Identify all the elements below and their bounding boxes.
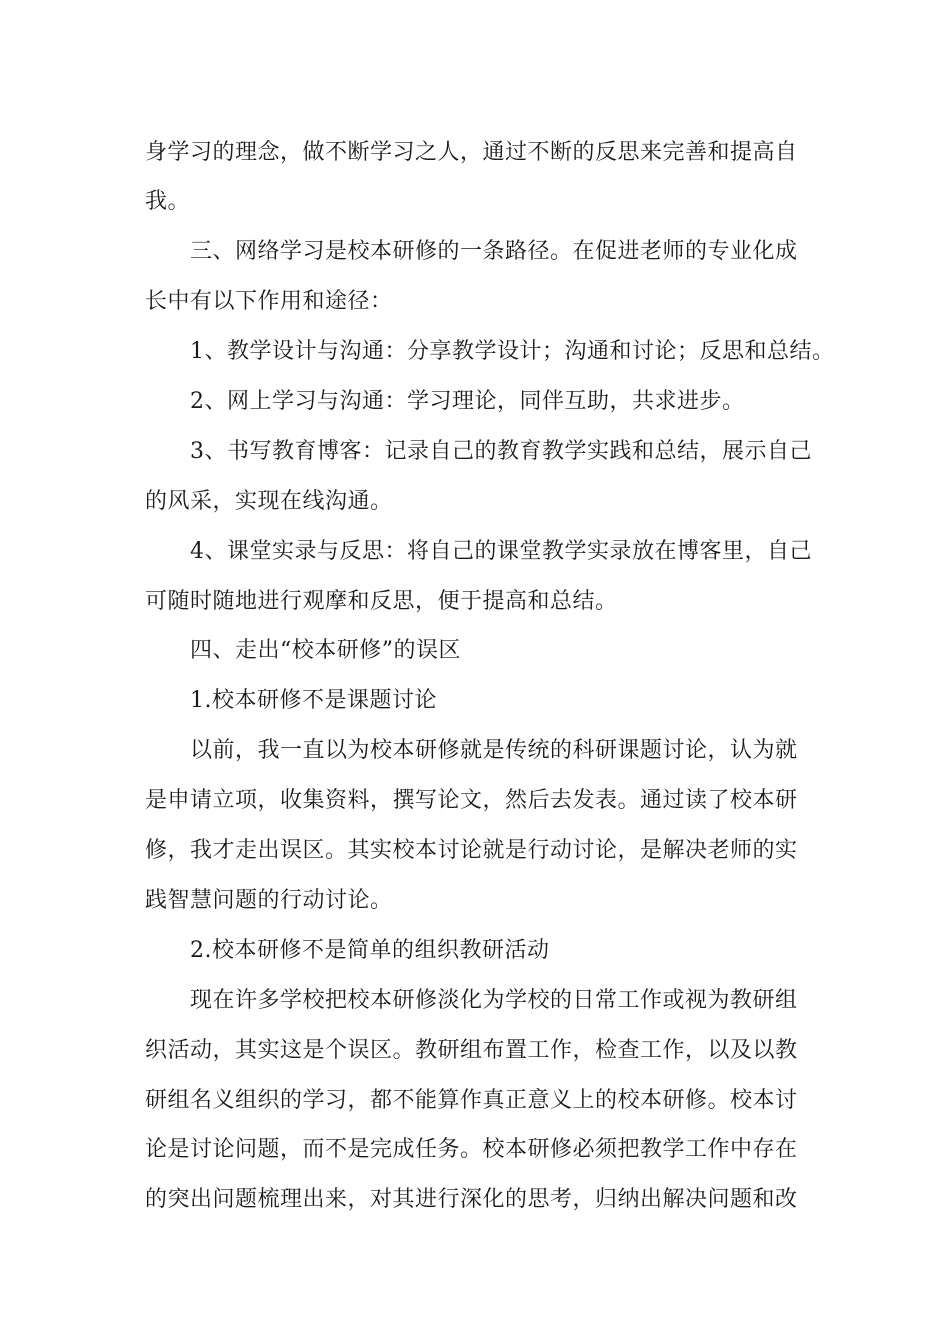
paragraph-line: 的突出问题梳理出来，对其进行深化的思考，归纳出解决问题和改 — [145, 1187, 798, 1212]
paragraph-line: 修，我才走出误区。其实校本讨论就是行动讨论，是解决老师的实 — [145, 838, 798, 863]
section-heading: 三、网络学习是校本研修的一条路径。在促进老师的专业化成 — [190, 239, 798, 264]
list-item: 1、教学设计与沟通：分享教学设计；沟通和讨论；反思和总结。 — [190, 339, 835, 364]
subsection-heading: 1.校本研修不是课题讨论 — [190, 688, 437, 713]
text-line: 长中有以下作用和途径： — [145, 289, 393, 314]
paragraph-line: 研组名义组织的学习，都不能算作真正意义上的校本研修。校本讨 — [145, 1088, 798, 1113]
list-item: 3、书写教育博客：记录自己的教育教学实践和总结，展示自己 — [190, 439, 812, 464]
list-item: 2、网上学习与沟通：学习理论，同伴互助，共求进步。 — [190, 389, 745, 414]
paragraph-line: 践智慧问题的行动讨论。 — [145, 888, 393, 913]
section-heading: 四、走出“校本研修”的误区 — [190, 638, 461, 663]
text-line: 的风采，实现在线沟通。 — [145, 489, 393, 514]
paragraph-line: 是申请立项，收集资料，撰写论文，然后去发表。通过读了校本研 — [145, 788, 798, 813]
paragraph-line: 以前，我一直以为校本研修就是传统的科研课题讨论，认为就 — [190, 738, 798, 763]
subsection-heading: 2.校本研修不是简单的组织教研活动 — [190, 938, 550, 963]
paragraph-line: 论是讨论问题，而不是完成任务。校本研修必须把教学工作中存在 — [145, 1137, 798, 1162]
paragraph-line: 织活动，其实这是个误区。教研组布置工作，检查工作，以及以教 — [145, 1038, 798, 1063]
text-line: 身学习的理念，做不断学习之人，通过不断的反思来完善和提高自 — [145, 140, 798, 165]
list-item: 4、课堂实录与反思：将自己的课堂教学实录放在博客里，自己 — [190, 539, 812, 564]
text-line: 可随时随地进行观摩和反思，便于提高和总结。 — [145, 589, 618, 614]
text-line: 我。 — [145, 189, 191, 214]
paragraph-line: 现在许多学校把校本研修淡化为学校的日常工作或视为教研组 — [190, 988, 798, 1013]
